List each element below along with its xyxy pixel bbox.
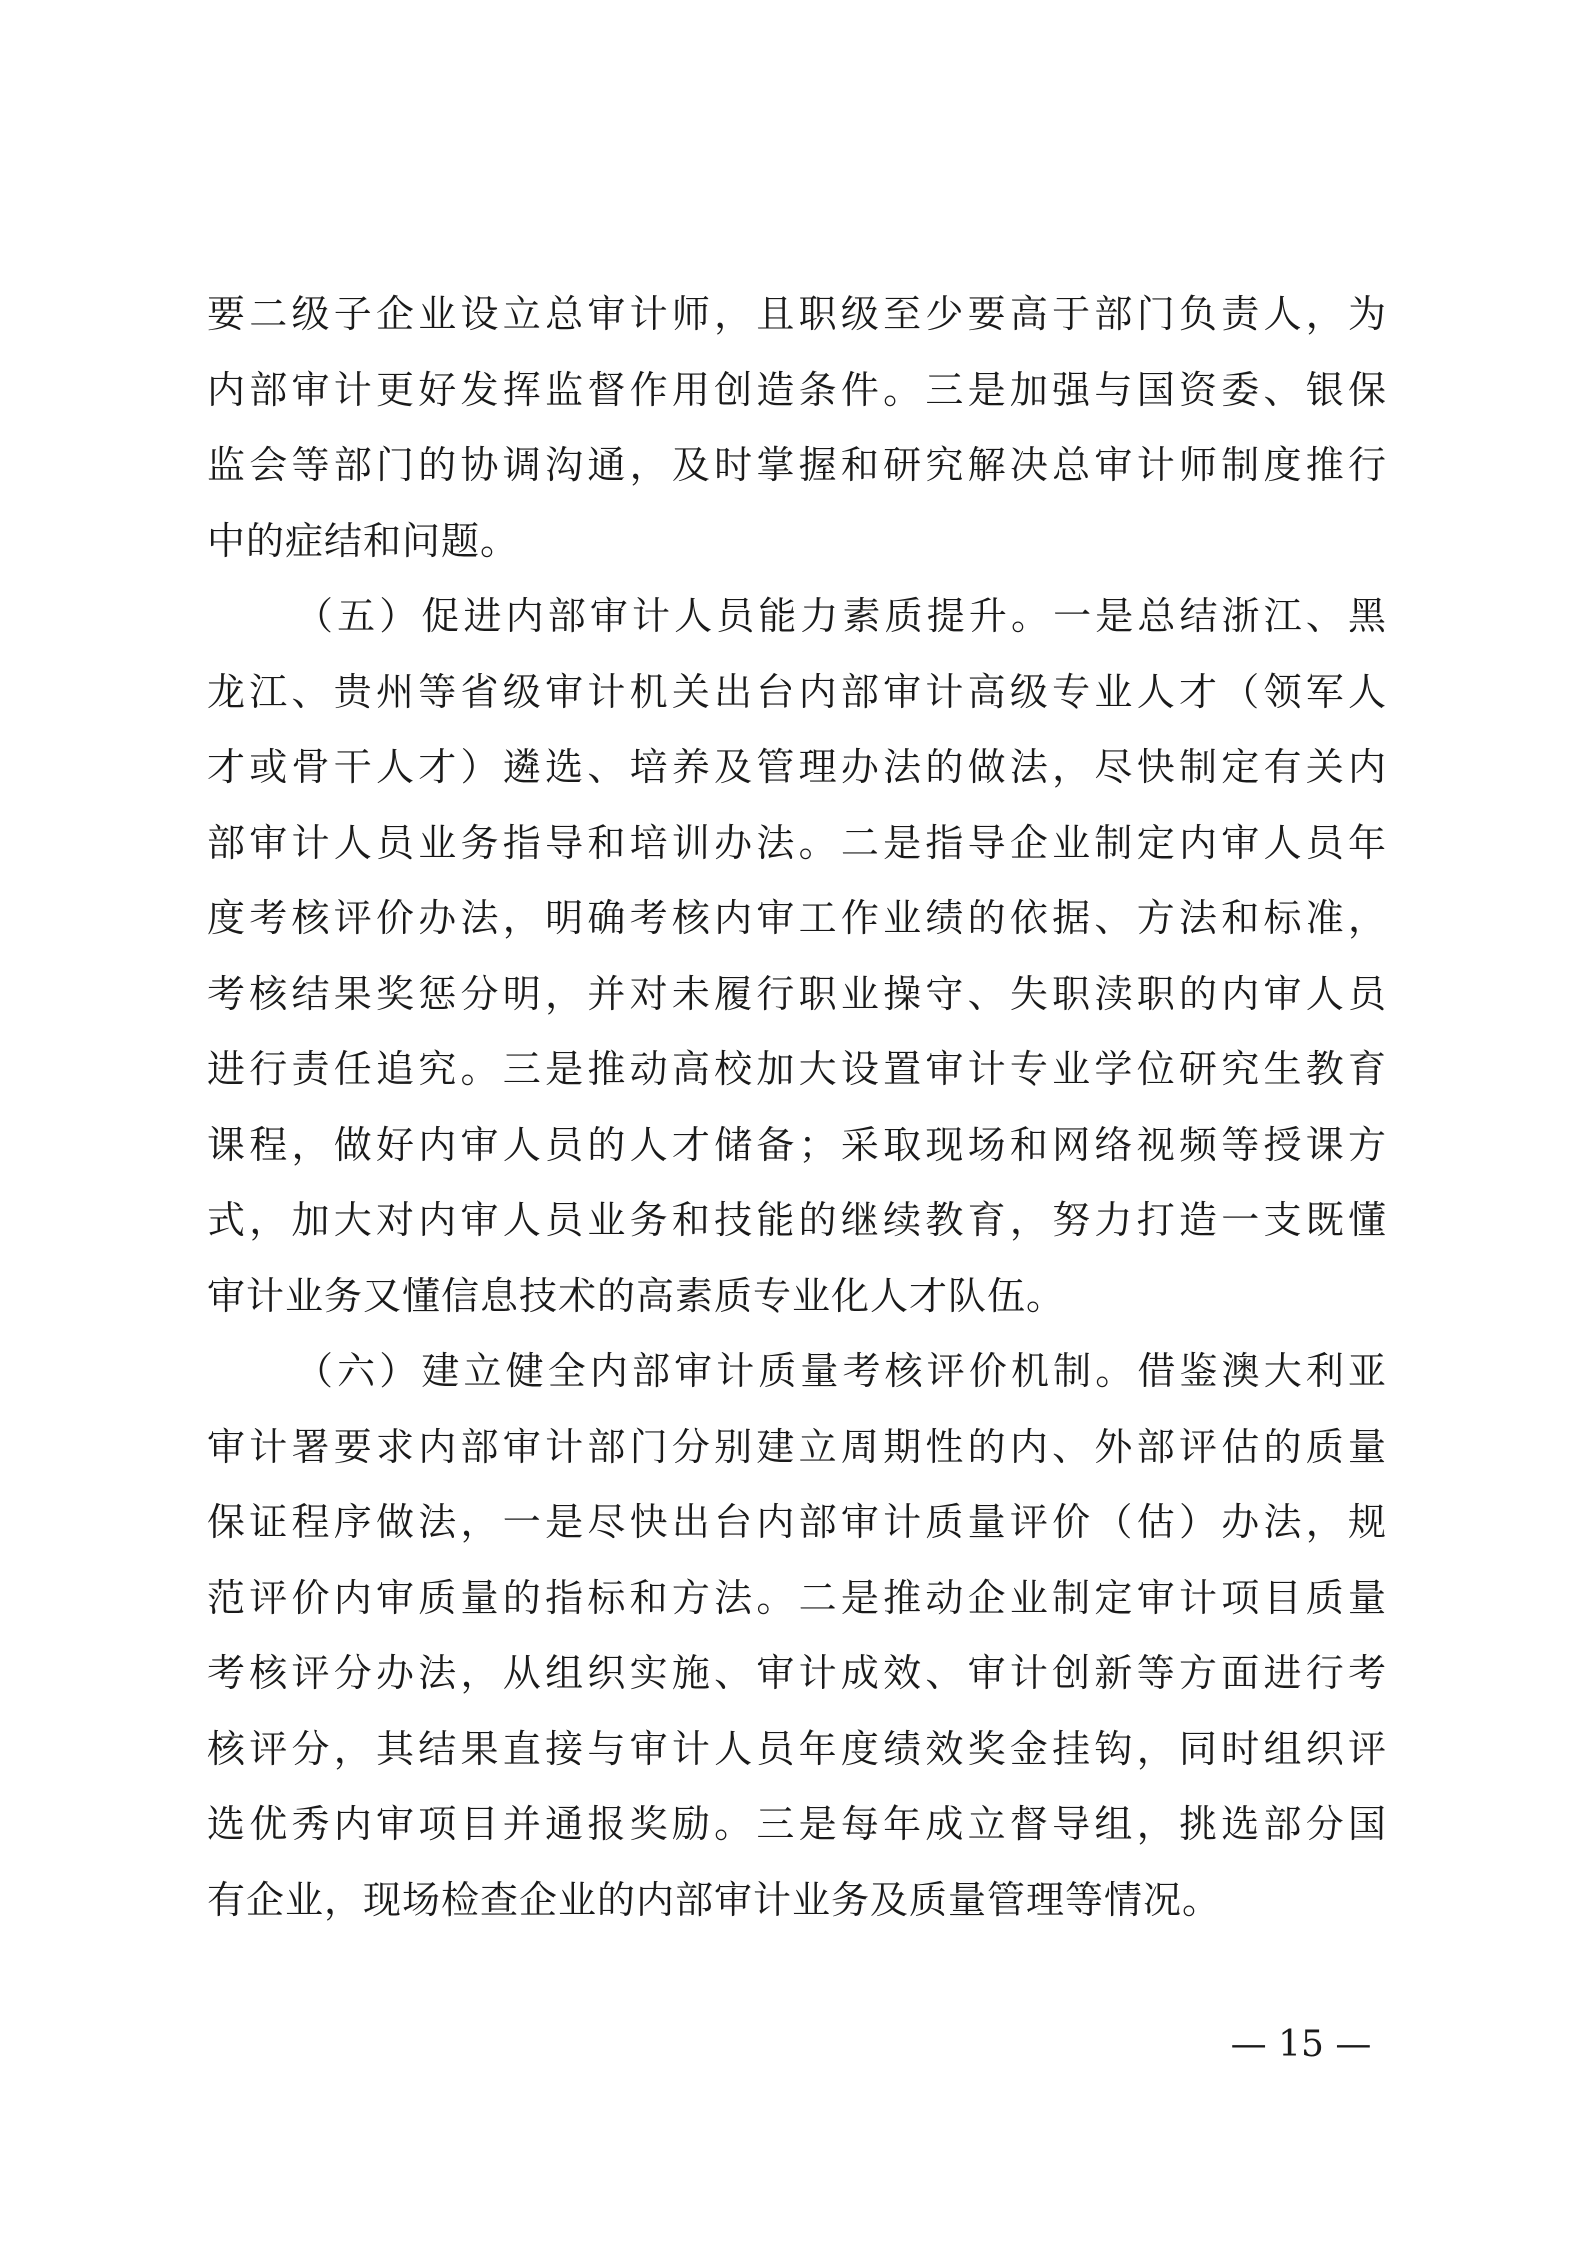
text-line: 式，加大对内审人员业务和技能的继续教育，努力打造一支既懂 (207, 1198, 1387, 1242)
text-line: 选优秀内审项目并通报奖励。三是每年成立督导组，挑选部分国 (207, 1802, 1387, 1846)
body-text (207, 277, 1387, 1938)
text-line: 部审计人员业务指导和培训办法。二是指导企业制定内审人员年 (207, 820, 1387, 865)
text-line: 范评价内审质量的指标和方法。二是推动企业制定审计项目质量 (207, 1575, 1387, 1620)
text-line: 才或骨干人才）遴选、培养及管理办法的做法，尽快制定有关内 (207, 745, 1387, 789)
text-line: 审计署要求内部审计部门分别建立周期性的内、外部评估的质量 (207, 1424, 1387, 1469)
text-line: 课程，做好内审人员的人才储备；采取现场和网络视频等授课方 (207, 1122, 1387, 1167)
text-line: 内部审计更好发挥监督作用创造条件。三是加强与国资委、银保 (207, 367, 1387, 412)
text-line: 要二级子企业设立总审计师，且职级至少要高于部门负责人，为 (207, 292, 1387, 336)
text-line: 审计业务又懂信息技术的高素质专业化人才队伍。 (207, 1273, 1066, 1318)
text-line: 考核结果奖惩分明，并对未履行职业操守、失职渎职的内审人员 (207, 971, 1387, 1016)
text-line: 进行责任追究。三是推动高校加大设置审计专业学位研究生教育 (207, 1047, 1387, 1091)
text-line: 考核评分办法，从组织实施、审计成效、审计创新等方面进行考 (207, 1651, 1387, 1695)
section-heading-line: （五）促进内部审计人员能力素质提升。一是总结浙江、黑 (295, 594, 1387, 638)
text-line: 保证程序做法，一是尽快出台内部审计质量评价（估）办法，规 (207, 1500, 1387, 1544)
text-line: 中的症结和问题。 (207, 518, 520, 563)
text-line: 有企业，现场检查企业的内部审计业务及质量管理等情况。 (207, 1877, 1222, 1922)
text-line: 核评分，其结果直接与审计人员年度绩效奖金挂钩，同时组织评 (207, 1726, 1387, 1771)
page-number: — 15 — (1230, 2024, 1372, 2065)
section-heading-line: （六）建立健全内部审计质量考核评价机制。借鉴澳大利亚 (295, 1349, 1387, 1393)
text-line: 监会等部门的协调沟通，及时掌握和研究解决总审计师制度推行 (207, 443, 1387, 487)
text-line: 度考核评价办法，明确考核内审工作业绩的依据、方法和标准， (207, 896, 1387, 940)
text-line: 龙江、贵州等省级审计机关出台内部审计高级专业人才（领军人 (207, 669, 1387, 714)
